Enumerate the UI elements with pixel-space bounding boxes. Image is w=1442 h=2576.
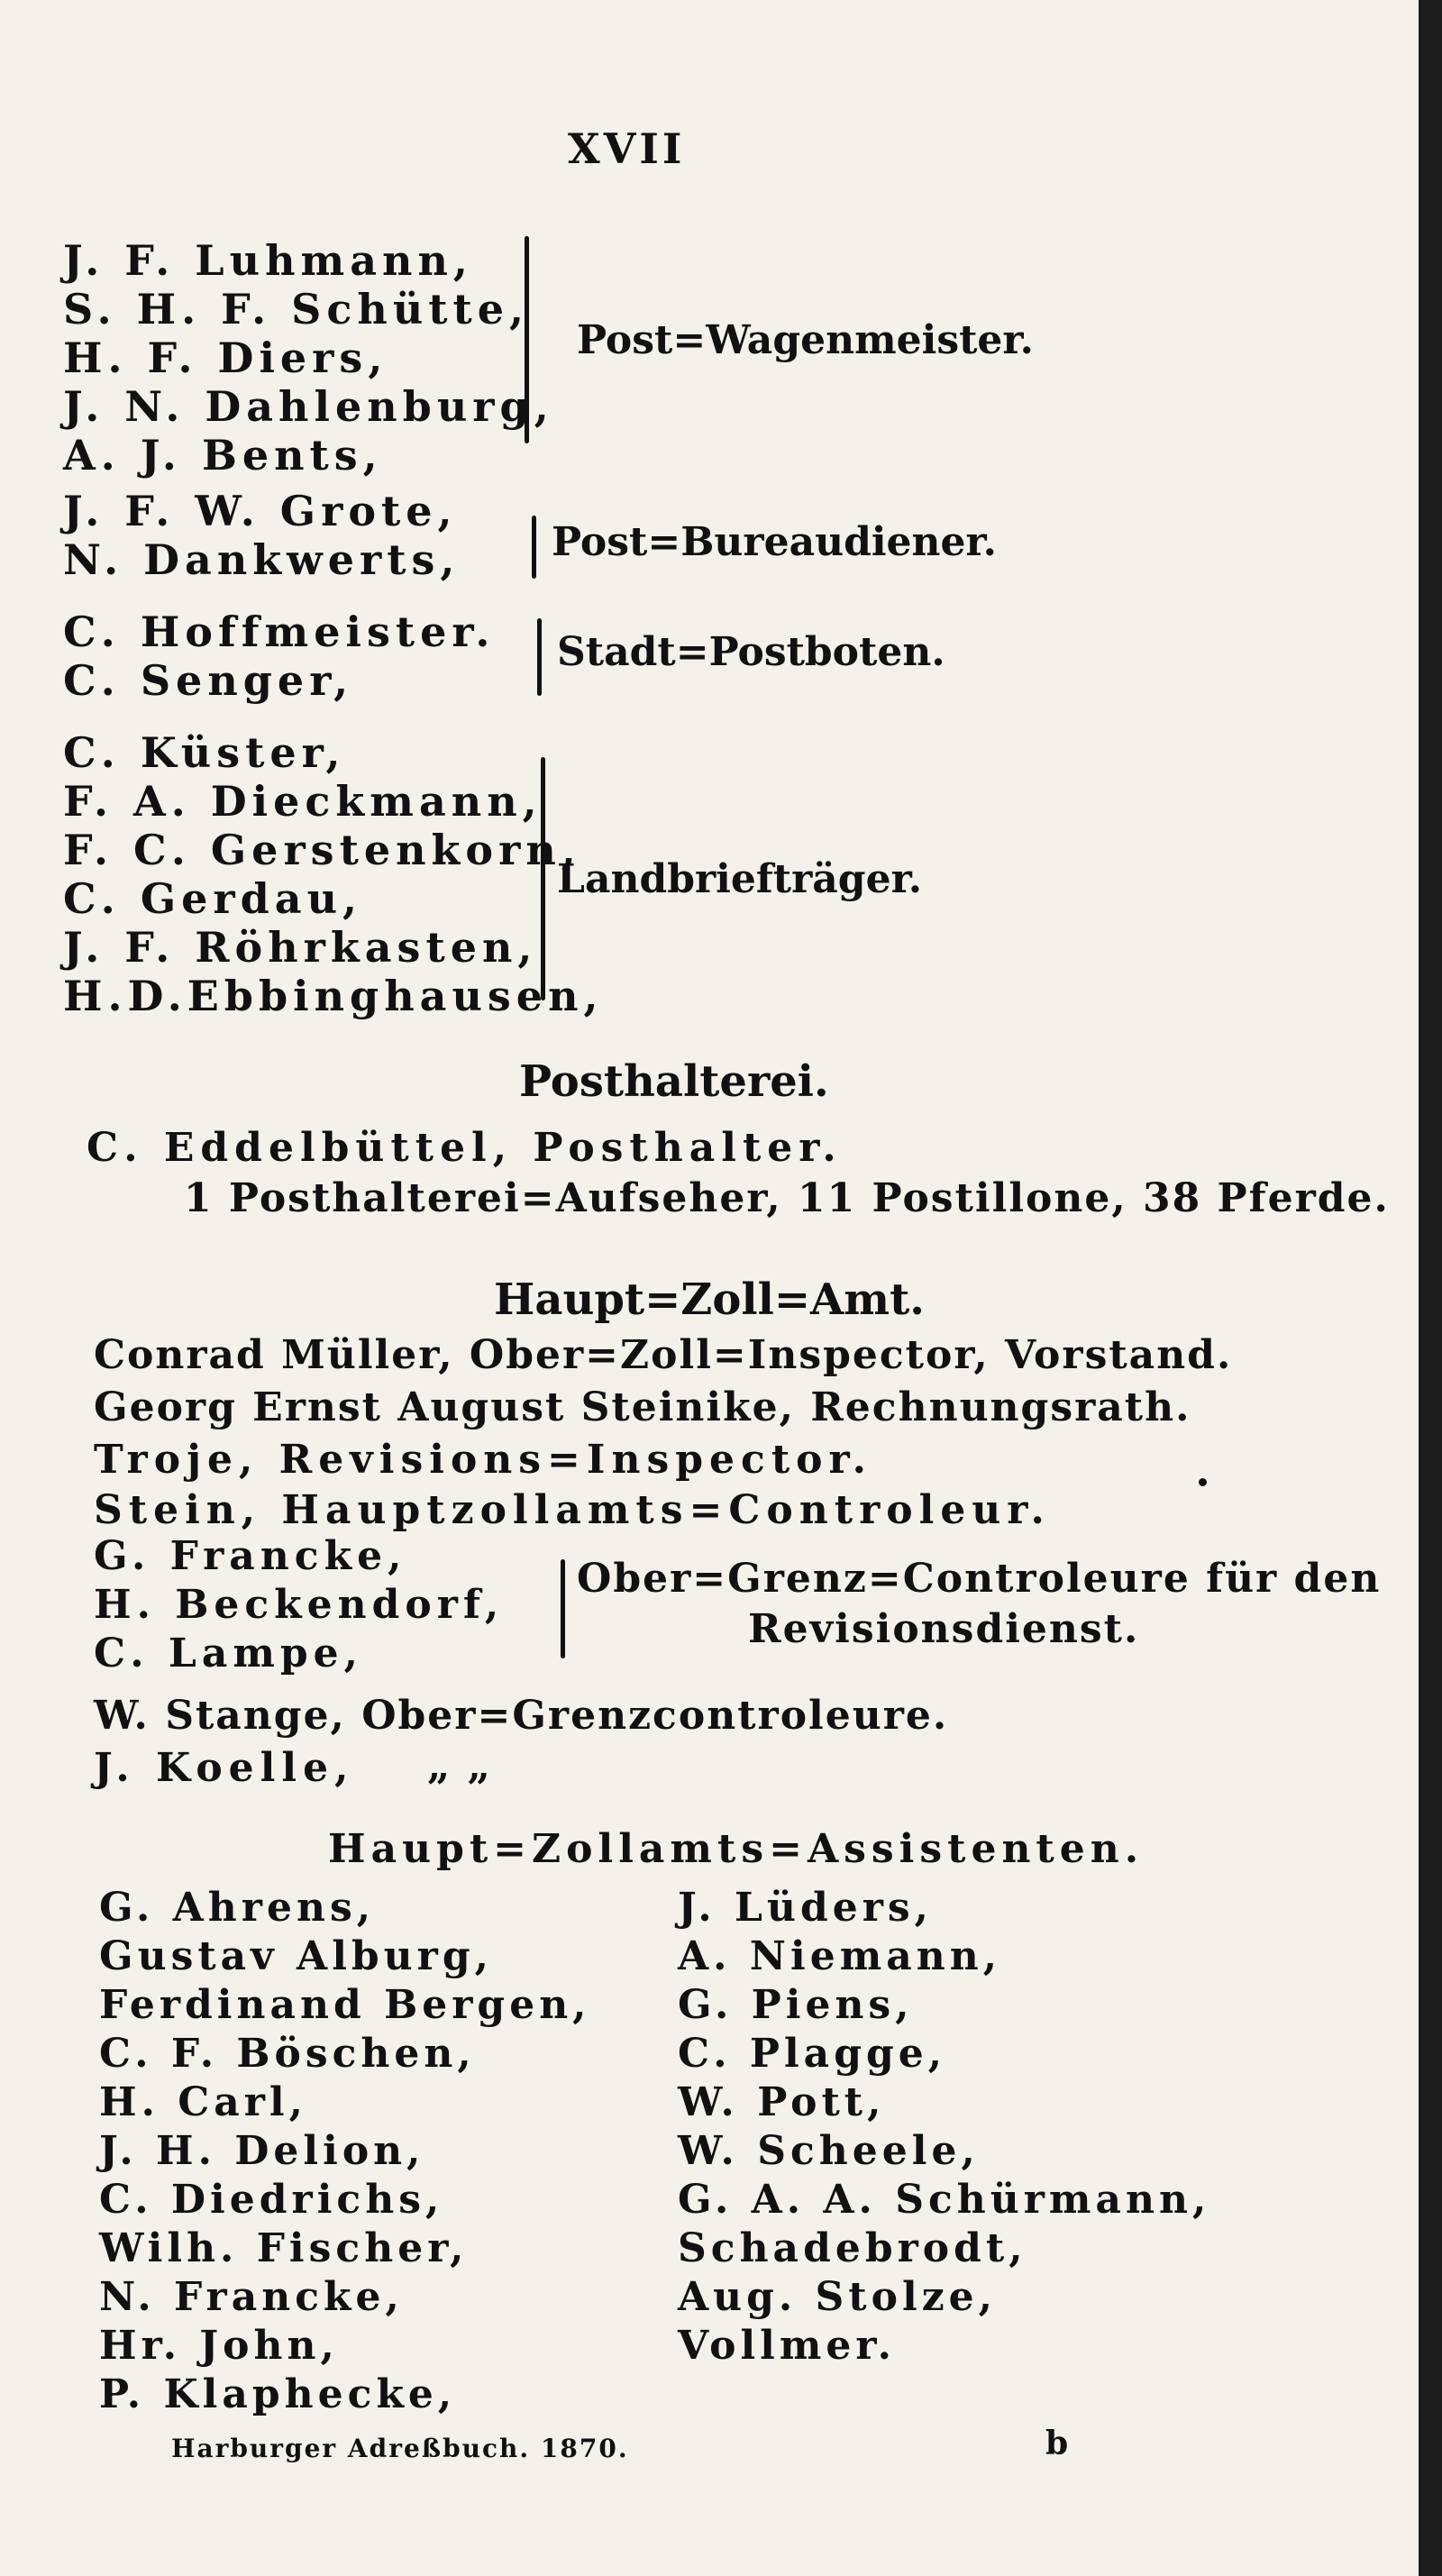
brace [537, 618, 542, 696]
name-line: C. Hoffmeister. [63, 607, 496, 656]
list-item: Vollmer. [678, 2323, 896, 2369]
name-line: G. Francke, [94, 1533, 407, 1579]
list-item: Aug. Stolze, [678, 2274, 997, 2320]
ink-dot [1199, 1478, 1207, 1486]
list-item: A. Niemann, [678, 1933, 1002, 1979]
list-item: Hr. John, [99, 2323, 339, 2369]
list-item: Schadebrodt, [678, 2225, 1027, 2271]
name-line: H.D.Ebbinghausen, [63, 972, 604, 1020]
name-line: J. F. Röhrkasten, [63, 923, 538, 972]
posthalter-line: C. Eddelbüttel, Posthalter. [87, 1125, 843, 1171]
grenz-names [94, 1532, 504, 1678]
name-line: J. F. W. Grote, [63, 487, 458, 535]
post-bureau-names [63, 487, 460, 584]
list-item: Wilh. Fischer, [99, 2225, 469, 2271]
brace [532, 516, 536, 579]
name-line: C. Lampe, [94, 1631, 363, 1676]
name-line: N. Dankwerts, [63, 535, 461, 584]
zoll-line: Stein, Hauptzollamts=Controleur. [94, 1487, 1051, 1533]
ditto-marks: „ „ [427, 1743, 492, 1789]
brace [561, 1559, 565, 1658]
post-wagen-names [63, 236, 554, 480]
list-item: Gustav Alburg, [99, 1933, 493, 1979]
assistenten-left-column [99, 1884, 591, 2419]
name-line: C. Senger, [63, 656, 354, 705]
posthalterei-staff-line: 1 Posthalterei=Aufseher, 11 Postillone, 38 Pferde. [184, 1175, 1390, 1221]
name-line: F. A. Dieckmann, [63, 777, 543, 826]
role-post-wagenmeister: Post=Wagenmeister. [577, 317, 1034, 363]
role-stadt-postboten: Stadt=Postboten. [557, 629, 945, 675]
name-line: J. N. Dahlenburg, [63, 382, 554, 431]
section-heading-posthalterei: Posthalterei. [519, 1056, 829, 1107]
brace [525, 236, 529, 443]
name-line: H. F. Diers, [63, 333, 388, 382]
page-edge-shadow [1419, 0, 1442, 2576]
list-item: J. H. Delion, [99, 2128, 425, 2174]
name-line: C. Küster, [63, 728, 346, 777]
stange-line: W. Stange, Ober=Grenzcontroleure. [94, 1693, 949, 1739]
list-item: C. Diedrichs, [99, 2177, 444, 2223]
koelle-line: J. Koelle, [94, 1745, 355, 1791]
page-number: XVII [568, 124, 686, 173]
list-item: G. Piens, [678, 1982, 914, 2028]
zoll-line: Troje, Revisions=Inspector. [94, 1437, 872, 1483]
list-item: G. Ahrens, [99, 1885, 376, 1931]
name-line: C. Gerdau, [63, 874, 363, 923]
list-item: P. Klaphecke, [99, 2371, 457, 2417]
role-revisionsdienst: Revisionsdienst. [748, 1606, 1140, 1652]
assistenten-right-column [678, 1884, 1210, 2370]
list-item: N. Francke, [99, 2274, 404, 2320]
page-footer: Harburger Adreßbuch. 1870. [171, 2434, 629, 2463]
list-item: W. Scheele, [678, 2128, 980, 2174]
list-item: G. A. A. Schürmann, [678, 2177, 1211, 2223]
name-line: J. F. Luhmann, [63, 236, 473, 285]
role-post-bureaudiener: Post=Bureaudiener. [552, 519, 997, 565]
land-brief-names [63, 728, 604, 1020]
section-heading-hauptzollamt: Haupt=Zoll=Amt. [494, 1274, 925, 1325]
role-landbrieftraeger: Landbriefträger. [557, 856, 923, 902]
role-ober-grenz-controleure: Ober=Grenz=Controleure für den [577, 1556, 1382, 1602]
stadt-post-names [63, 607, 495, 705]
list-item: W. Pott, [678, 2079, 886, 2125]
name-line: H. Beckendorf, [94, 1582, 505, 1628]
name-line: F. C. Gerstenkorn, [63, 826, 581, 874]
name-line: A. J. Bents, [63, 431, 383, 480]
zoll-line: Georg Ernst August Steinike, Rechnungsrath. [94, 1384, 1191, 1430]
section-heading-assistenten: Haupt=Zollamts=Assistenten. [328, 1826, 1145, 1872]
brace [541, 757, 545, 1000]
list-item: Ferdinand Bergen, [99, 1982, 591, 2028]
name-line: S. H. F. Schütte, [63, 285, 530, 333]
zoll-line: Conrad Müller, Ober=Zoll=Inspector, Vorstand. [94, 1332, 1233, 1378]
signature-mark: b [1045, 2425, 1069, 2462]
list-item: J. Lüders, [678, 1885, 933, 1931]
list-item: C. F. Böschen, [99, 2031, 476, 2077]
list-item: C. Plagge, [678, 2031, 947, 2077]
list-item: H. Carl, [99, 2079, 307, 2125]
